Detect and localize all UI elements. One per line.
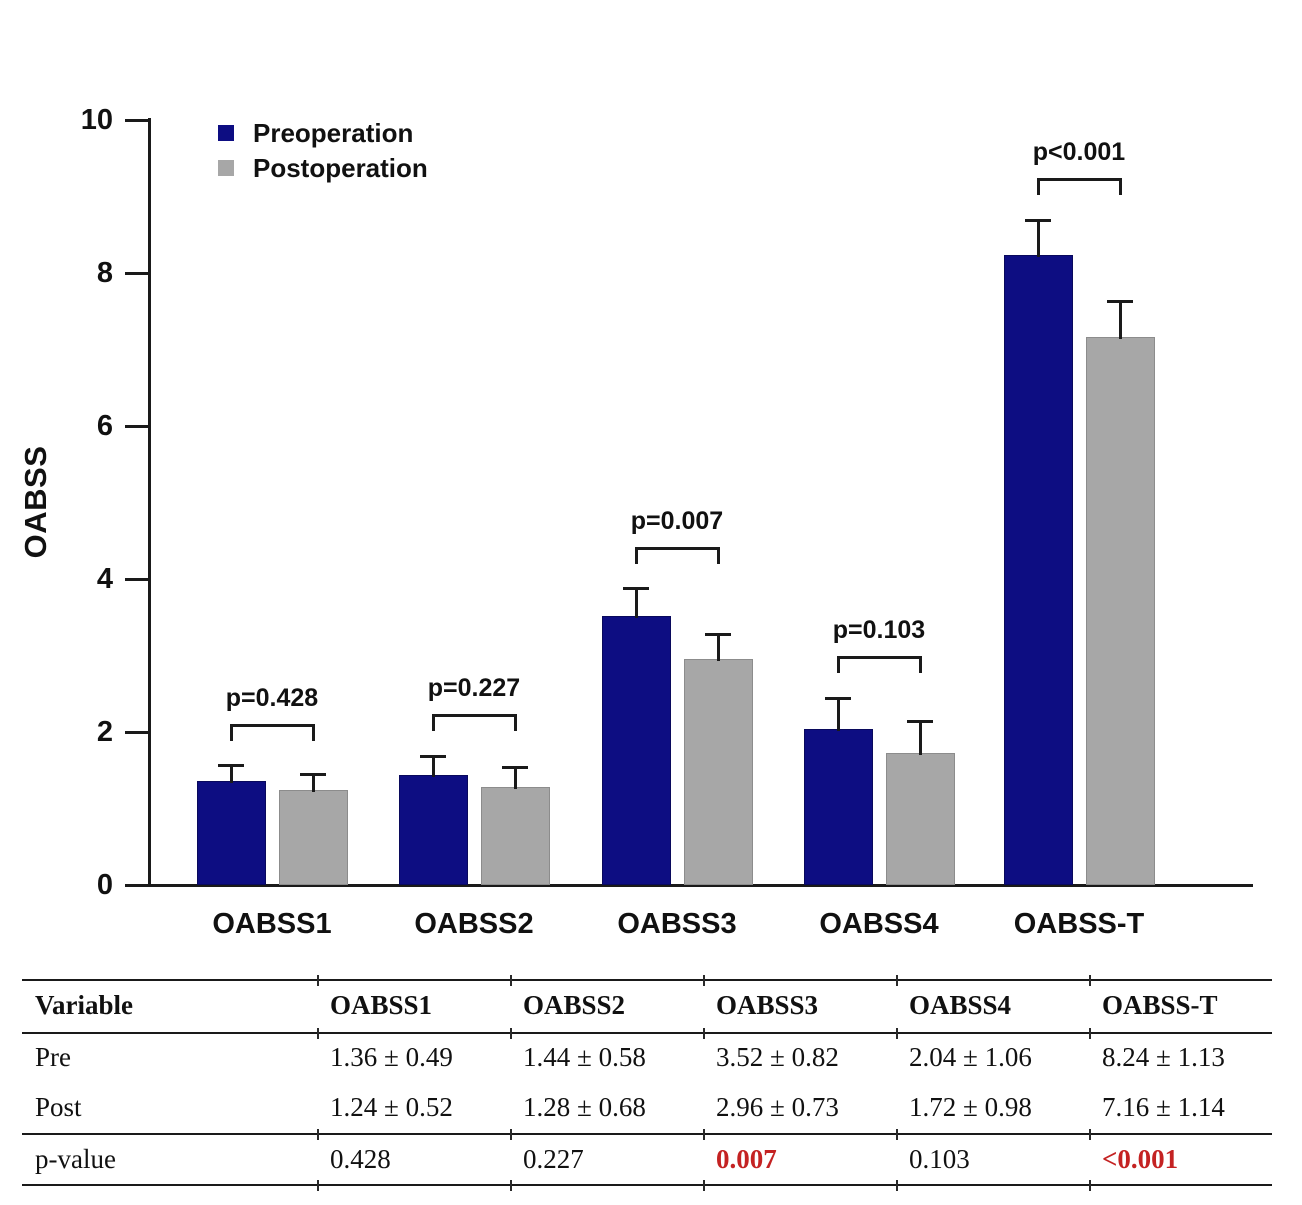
error-bar-cap xyxy=(907,720,933,723)
table-header-cell: OABSS1 xyxy=(330,990,433,1020)
table-cell: 0.428 xyxy=(330,1143,391,1174)
error-bar-stem xyxy=(635,589,638,618)
error-bar-stem xyxy=(1119,301,1122,339)
table-column-tick xyxy=(703,975,705,986)
error-bar-stem xyxy=(717,635,720,661)
post-bar-oabss2 xyxy=(481,787,550,885)
summary-table-grid xyxy=(22,979,1272,1185)
p-value-label: p=0.103 xyxy=(832,616,926,645)
x-category-label: OABSS1 xyxy=(212,908,332,940)
table-cell: 0.007 xyxy=(716,1143,777,1174)
table-column-tick xyxy=(317,1180,319,1191)
error-bar-cap xyxy=(1107,300,1133,303)
sig-bracket-top xyxy=(837,656,922,659)
summary-table xyxy=(22,979,1272,1186)
table-header-cell: OABSS4 xyxy=(909,990,1012,1020)
chart-legend xyxy=(218,120,428,181)
y-tick-label: 8 xyxy=(96,257,113,289)
error-bar-stem xyxy=(432,756,435,776)
table-column-tick xyxy=(1089,1129,1091,1140)
y-tick xyxy=(125,578,150,581)
y-tick-label: 0 xyxy=(96,869,113,901)
table-cell: 1.36 ± 0.49 xyxy=(330,1041,453,1072)
table-cell: 1.72 ± 0.98 xyxy=(909,1092,1032,1122)
error-bar-cap xyxy=(623,587,649,590)
table-column-tick xyxy=(896,1180,898,1191)
table-column-tick xyxy=(510,1028,512,1039)
error-bar-cap xyxy=(825,697,851,700)
table-header-cell: OABSS-T xyxy=(1102,990,1218,1020)
table-cell: 8.24 ± 1.13 xyxy=(1102,1041,1225,1072)
y-tick xyxy=(125,425,150,428)
error-bar-cap xyxy=(705,633,731,636)
y-axis-line xyxy=(148,118,151,887)
table-column-tick xyxy=(317,975,319,986)
x-category-label: OABSS3 xyxy=(617,908,737,940)
table-cell: <0.001 xyxy=(1102,1143,1179,1174)
table-column-tick xyxy=(1089,975,1091,986)
post-bar-oabss4 xyxy=(886,753,955,885)
table-column-tick xyxy=(510,1180,512,1191)
y-axis-title: OABSS xyxy=(18,445,53,559)
error-bar-cap xyxy=(502,766,528,769)
table-cell: 2.96 ± 0.73 xyxy=(716,1092,839,1122)
sig-bracket-top xyxy=(635,547,720,550)
table-rule xyxy=(22,1133,1272,1135)
table-row-label: Post xyxy=(35,1092,82,1122)
table-column-tick xyxy=(317,1129,319,1140)
p-value-label: p=0.007 xyxy=(630,506,724,535)
table-column-tick xyxy=(896,975,898,986)
table-rule xyxy=(22,979,1272,981)
y-tick xyxy=(125,884,150,887)
error-bar-cap xyxy=(420,755,446,758)
error-bar-cap xyxy=(1025,219,1051,222)
table-column-tick xyxy=(510,975,512,986)
table-column-tick xyxy=(510,1129,512,1140)
table-column-tick xyxy=(703,1129,705,1140)
pre-bar-oabss-t xyxy=(1004,255,1073,885)
table-rule xyxy=(22,1184,1272,1186)
y-tick-label: 6 xyxy=(96,410,113,442)
table-row-label: p-value xyxy=(35,1143,116,1174)
table-column-tick xyxy=(1089,1028,1091,1039)
sig-bracket-top xyxy=(230,724,315,727)
error-bar-stem xyxy=(230,766,233,783)
table-cell: 3.52 ± 0.82 xyxy=(716,1041,839,1072)
x-category-label: OABSS2 xyxy=(414,908,534,940)
error-bar-stem xyxy=(1037,220,1040,256)
post-bar-oabss1 xyxy=(279,790,348,885)
y-tick-label: 2 xyxy=(96,716,113,748)
table-cell: 0.103 xyxy=(909,1143,970,1174)
table-cell: 1.28 ± 0.68 xyxy=(523,1092,646,1122)
postoperation-swatch-icon xyxy=(218,160,234,176)
pre-bar-oabss3 xyxy=(602,616,671,885)
table-column-tick xyxy=(703,1028,705,1039)
preoperation-swatch-icon xyxy=(218,125,234,141)
table-header-cell: OABSS3 xyxy=(716,990,819,1020)
table-column-tick xyxy=(703,1180,705,1191)
pre-bar-oabss4 xyxy=(804,729,873,885)
table-header-cell: Variable xyxy=(35,990,134,1020)
error-bar-stem xyxy=(837,698,840,731)
error-bar-cap xyxy=(300,773,326,776)
table-column-tick xyxy=(896,1028,898,1039)
p-value-label: p=0.227 xyxy=(427,674,521,703)
y-tick-label: 4 xyxy=(96,563,113,595)
table-cell: 2.04 ± 1.06 xyxy=(909,1041,1032,1072)
error-bar-stem xyxy=(514,767,517,789)
table-column-tick xyxy=(896,1129,898,1140)
sig-bracket-top xyxy=(1037,178,1122,181)
table-row-label: Pre xyxy=(35,1041,71,1072)
p-value-label: p=0.428 xyxy=(225,683,319,712)
error-bar-stem xyxy=(312,774,315,792)
p-value-label: p<0.001 xyxy=(1032,138,1126,167)
table-cell: 0.227 xyxy=(523,1143,584,1174)
pre-bar-oabss2 xyxy=(399,775,468,885)
legend-label-postoperation: Postoperation xyxy=(253,153,428,183)
y-tick xyxy=(125,272,150,275)
x-category-label: OABSS-T xyxy=(1013,908,1145,940)
y-tick xyxy=(125,731,150,734)
y-tick-label: 10 xyxy=(80,104,113,136)
table-cell: 1.44 ± 0.58 xyxy=(523,1041,646,1072)
pre-bar-oabss1 xyxy=(197,781,266,885)
table-rule xyxy=(22,1032,1272,1034)
error-bar-cap xyxy=(218,764,244,767)
post-bar-oabss3 xyxy=(684,659,753,885)
y-tick xyxy=(125,119,150,122)
legend-item-postoperation xyxy=(218,155,428,181)
error-bar-stem xyxy=(919,721,922,755)
sig-bracket-top xyxy=(432,714,517,717)
table-column-tick xyxy=(317,1028,319,1039)
table-header-cell: OABSS2 xyxy=(523,990,626,1020)
table-column-tick xyxy=(1089,1180,1091,1191)
x-category-label: OABSS4 xyxy=(819,908,939,940)
legend-label-preoperation: Preoperation xyxy=(253,118,414,148)
table-cell: 1.24 ± 0.52 xyxy=(330,1092,453,1122)
legend-item-preoperation xyxy=(218,120,428,146)
post-bar-oabss-t xyxy=(1086,337,1155,885)
table-cell: 7.16 ± 1.14 xyxy=(1102,1092,1225,1122)
